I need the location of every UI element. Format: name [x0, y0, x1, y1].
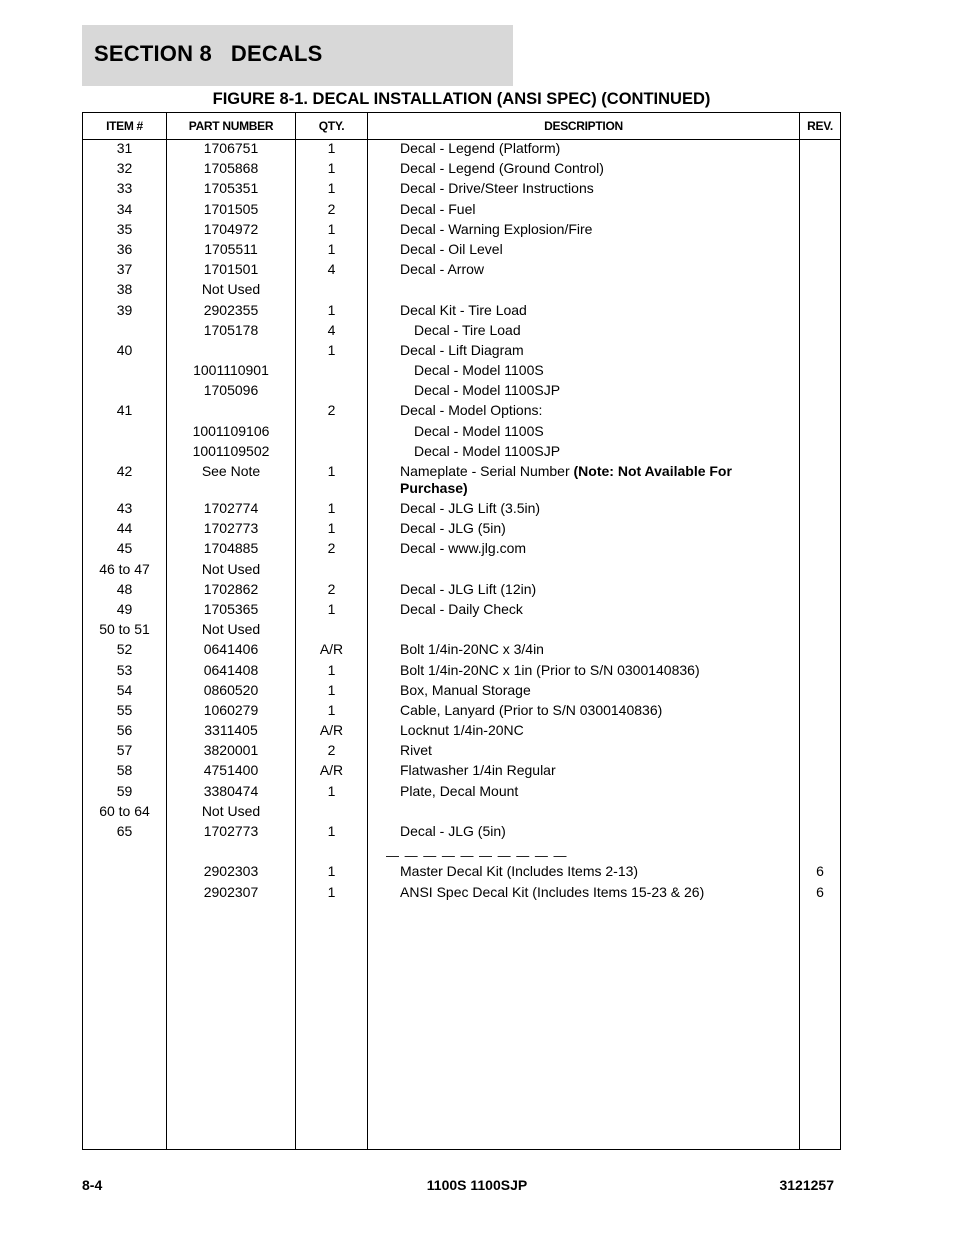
description-text: Flatwasher 1/4in Regular — [400, 762, 556, 779]
table-row — [83, 160, 840, 180]
description — [414, 423, 814, 440]
description-text: Decal - Model 1100S — [414, 422, 544, 439]
item-number: 46 to 47 — [99, 560, 150, 577]
item-number: 50 to 51 — [99, 621, 150, 638]
table-row — [83, 221, 840, 241]
item-number: 36 — [116, 240, 133, 257]
quantity: A/R — [319, 762, 344, 779]
table-row — [83, 463, 840, 500]
section-header — [82, 25, 513, 86]
revision: 6 — [816, 883, 824, 900]
description-text: Decal - Model Options: — [400, 402, 543, 419]
item-number: 55 — [116, 701, 133, 718]
table-row — [83, 423, 840, 443]
item-number: 43 — [116, 500, 133, 516]
table-row — [83, 682, 840, 702]
item-number: 44 — [116, 520, 133, 537]
table-row — [83, 362, 840, 382]
table-row — [83, 520, 840, 540]
part-number: 3311405 — [204, 722, 258, 739]
description — [400, 302, 800, 319]
quantity: 1 — [327, 500, 336, 516]
item-number: 38 — [116, 281, 133, 298]
quantity: 1 — [327, 180, 336, 197]
description-text: Decal - Warning Explosion/Fire — [400, 220, 593, 237]
quantity: 1 — [327, 600, 336, 617]
part-number: 3380474 — [203, 782, 259, 799]
quantity: A/R — [319, 641, 344, 658]
part-number: 2902355 — [203, 301, 259, 318]
description — [400, 601, 800, 618]
quantity: A/R — [319, 722, 344, 739]
table-row — [83, 382, 840, 402]
quantity: 1 — [327, 520, 336, 537]
quantity: 4 — [327, 261, 336, 278]
description — [400, 463, 800, 497]
table-row — [83, 342, 840, 362]
quantity: 2 — [327, 742, 336, 759]
part-number: 1060279 — [203, 701, 259, 718]
description-text: Decal Kit - Tire Load — [400, 301, 527, 318]
description — [400, 581, 800, 598]
description-text: Decal - JLG (5in) — [400, 520, 506, 537]
part-number: 1705365 — [203, 600, 259, 617]
description — [400, 742, 800, 759]
description — [400, 221, 800, 238]
description-text: Decal - Legend (Platform) — [400, 140, 561, 156]
table-row — [83, 762, 840, 782]
document-number: 3121257 — [779, 1177, 834, 1193]
dashed-separator: — — — — — — — — — — — [386, 848, 568, 864]
description-text: Decal - Model 1100S — [414, 362, 544, 379]
part-number: 1705351 — [203, 180, 259, 197]
part-number: 1705178 — [203, 321, 259, 338]
description — [400, 520, 800, 537]
table-row — [83, 803, 840, 823]
item-number: 57 — [116, 742, 133, 759]
description-text: Decal - Fuel — [400, 200, 476, 217]
kit-row — [83, 863, 840, 883]
quantity: 2 — [327, 200, 336, 217]
description-text: Bolt 1/4in-20NC x 1in (Prior to S/N 0300140836) — [400, 661, 700, 678]
table-row — [83, 500, 840, 520]
description — [400, 823, 800, 840]
part-number: 3820001 — [203, 742, 259, 759]
item-number: 37 — [116, 261, 133, 278]
description-text: Decal - Oil Level — [400, 240, 503, 257]
part-number: 1702774 — [203, 500, 259, 516]
table-row — [83, 540, 840, 560]
description — [414, 443, 814, 460]
parts-table — [82, 112, 841, 1150]
quantity: 1 — [327, 883, 336, 900]
description — [400, 342, 800, 359]
description-text: Nameplate - Serial Number — [400, 463, 574, 479]
table-row — [83, 581, 840, 601]
part-number: 1704885 — [203, 540, 259, 557]
description-text: Decal - Model 1100SJP — [414, 442, 561, 459]
quantity: 2 — [327, 540, 336, 557]
description-text: Rivet — [400, 742, 432, 759]
quantity: 1 — [327, 240, 336, 257]
quantity: 2 — [327, 402, 336, 419]
description — [400, 702, 800, 719]
table-row — [83, 261, 840, 281]
description-text: Decal - JLG Lift (12in) — [400, 580, 537, 597]
quantity: 1 — [327, 160, 336, 177]
table-row — [83, 443, 840, 463]
quantity: 1 — [327, 681, 336, 698]
quantity: 1 — [327, 823, 336, 839]
table-row — [83, 561, 840, 581]
item-number: 58 — [116, 762, 133, 779]
quantity: 2 — [327, 580, 336, 597]
item-number: 45 — [116, 540, 133, 557]
part-number: See Note — [201, 463, 261, 479]
description — [400, 241, 800, 258]
item-number: 52 — [116, 641, 133, 658]
item-number: 53 — [116, 661, 133, 678]
table-row — [83, 322, 840, 342]
part-number: 1702773 — [203, 823, 259, 839]
revision: 6 — [816, 863, 824, 880]
part-number: 1705096 — [203, 382, 259, 399]
item-number: 34 — [116, 200, 133, 217]
part-number: 1702773 — [203, 520, 259, 537]
part-number: 1705868 — [203, 160, 259, 177]
part-number: 1001109502 — [192, 442, 270, 459]
item-number: 32 — [116, 160, 133, 177]
table-row — [83, 823, 840, 843]
description-text: Plate, Decal Mount — [400, 782, 519, 799]
item-number: 33 — [116, 180, 133, 197]
description — [400, 160, 800, 177]
description — [400, 762, 800, 779]
description-text: Decal - Tire Load — [414, 321, 521, 338]
header-part-number: PART NUMBER — [188, 119, 274, 133]
description-text: Decal - JLG (5in) — [400, 823, 506, 839]
description-text: Locknut 1/4in-20NC — [400, 722, 524, 739]
description — [414, 322, 814, 339]
table-row — [83, 402, 840, 422]
table-row — [83, 140, 840, 160]
description-text: Box, Manual Storage — [400, 681, 531, 698]
item-number: 40 — [116, 341, 133, 358]
part-number: 1001109106 — [192, 422, 270, 439]
description — [400, 540, 800, 557]
table-row — [83, 662, 840, 682]
item-number: 39 — [116, 301, 133, 318]
quantity: 1 — [327, 301, 336, 318]
item-number: 48 — [116, 580, 133, 597]
part-number: 1701501 — [203, 261, 259, 278]
description-text: Decal - Lift Diagram — [400, 341, 524, 358]
item-number: 42 — [116, 463, 133, 479]
part-number: 0641408 — [203, 661, 259, 678]
part-number: 0641406 — [203, 641, 259, 658]
description — [400, 180, 800, 197]
item-number: 54 — [116, 681, 133, 698]
table-row — [83, 621, 840, 641]
item-number: 56 — [116, 722, 133, 739]
description-text: Decal - Model 1100SJP — [414, 382, 561, 399]
description — [400, 662, 800, 679]
item-number: 31 — [116, 140, 133, 156]
table-row — [83, 722, 840, 742]
quantity: 1 — [327, 661, 336, 678]
quantity: 1 — [327, 701, 336, 718]
description-text: Decal - JLG Lift (3.5in) — [400, 500, 541, 516]
quantity: 1 — [327, 463, 336, 479]
quantity: 1 — [327, 220, 336, 237]
kit-row — [83, 884, 840, 904]
part-number: 1704972 — [203, 220, 259, 237]
description: ANSI Spec Decal Kit (Includes Items 15-23 & 26) — [400, 883, 705, 900]
description — [414, 362, 814, 379]
part-number: 1701505 — [203, 200, 259, 217]
item-number: 49 — [116, 600, 133, 617]
description-text: Bolt 1/4in-20NC x 3/4in — [400, 641, 544, 658]
separator-row — [83, 843, 840, 863]
figure-title: FIGURE 8-1. DECAL INSTALLATION (ANSI SPEC) (CONTINUED) — [212, 90, 711, 108]
description — [400, 201, 800, 218]
item-number: 41 — [116, 402, 133, 419]
part-number: 4751400 — [203, 762, 259, 779]
table-row — [83, 601, 840, 621]
part-number: Not Used — [201, 560, 261, 577]
description — [400, 402, 800, 419]
item-number: 65 — [116, 823, 133, 839]
description-text: Decal - Legend (Ground Control) — [400, 160, 604, 177]
table-row — [83, 180, 840, 200]
part-number: Not Used — [201, 621, 261, 638]
description-text: Decal - Daily Check — [400, 600, 523, 617]
header-rev: REV. — [807, 119, 833, 133]
table-row — [83, 641, 840, 661]
header-item: ITEM # — [106, 119, 143, 133]
quantity: 4 — [327, 321, 336, 338]
description — [400, 722, 800, 739]
description: Master Decal Kit (Includes Items 2-13) — [400, 863, 639, 880]
table-row — [83, 241, 840, 261]
part-number: 2902303 — [203, 863, 259, 880]
description — [400, 641, 800, 658]
quantity: 1 — [327, 140, 336, 156]
part-number: 1706751 — [203, 140, 259, 156]
description — [400, 783, 800, 800]
item-number: 59 — [116, 782, 133, 799]
table-row — [83, 281, 840, 301]
quantity: 1 — [327, 782, 336, 799]
description — [400, 500, 800, 517]
model-name: 1100S 1100SJP — [426, 1177, 528, 1193]
quantity: 1 — [327, 863, 336, 880]
description-text: Decal - Arrow — [400, 261, 485, 278]
table-row — [83, 302, 840, 322]
table-row — [83, 783, 840, 803]
table-body — [83, 140, 840, 904]
part-number: 0860520 — [203, 681, 259, 698]
header-description: DESCRIPTION — [544, 119, 623, 133]
description — [400, 682, 800, 699]
part-number: 1001110901 — [193, 362, 269, 379]
table-row — [83, 201, 840, 221]
description-text: Cable, Lanyard (Prior to S/N 0300140836) — [400, 701, 663, 718]
section-title: SECTION 8 DECALS — [94, 41, 323, 66]
part-number: Not Used — [201, 802, 261, 819]
quantity: 1 — [327, 341, 336, 358]
description-text: Decal - www.jlg.com — [400, 540, 527, 557]
part-number: Not Used — [201, 281, 261, 298]
header-qty: QTY. — [318, 119, 345, 133]
description — [400, 140, 800, 157]
part-number: 1702862 — [203, 580, 259, 597]
description — [400, 261, 800, 278]
description — [414, 382, 814, 399]
page-number: 8-4 — [82, 1177, 103, 1193]
item-number: 60 to 64 — [99, 802, 150, 819]
table-row — [83, 742, 840, 762]
part-number: 2902307 — [203, 883, 259, 900]
description-note: (Note: Not Available For Purchase) — [400, 463, 732, 496]
item-number: 35 — [116, 220, 133, 237]
table-row — [83, 702, 840, 722]
description-text: Decal - Drive/Steer Instructions — [400, 180, 594, 197]
part-number: 1705511 — [204, 240, 258, 257]
